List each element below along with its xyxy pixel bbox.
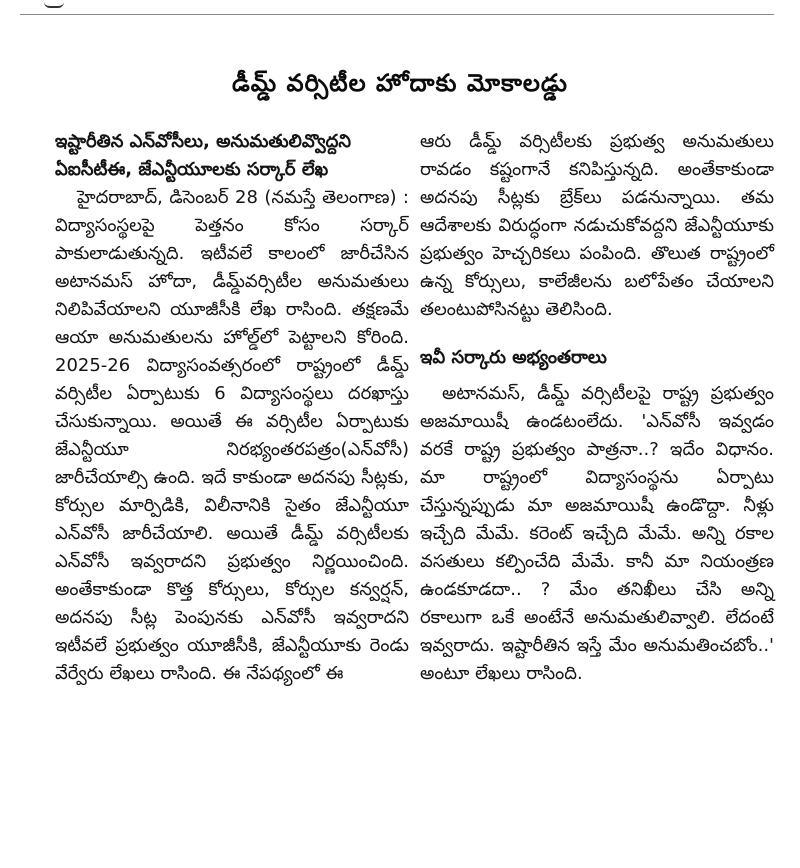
right-column bbox=[420, 128, 774, 688]
subheading-line1: ఇష్టారీతిన ఎన్‌వోసీలు, అనుమతులివ్వొద్దని bbox=[55, 131, 351, 152]
article-body-left: హైదరాబాద్, డిసెంబర్ 28 (నమస్తే తెలంగాణ) : విద్యాసంస్థలపై పెత్తనం కోసం సర్కార్ పాకులాడుతున్నది. ఇటీవలే కాలంలో జారీచేసిన అటానమస్ హోదా, డీమ్డ్‌వర్సిటీల అనుమతులు నిలిపివేయాలని యూజీసీకి లేఖ రాసింది. తక్షణమే ఆయా అనుమతులను హోల్డ్‌లో పెట్టాలని కోరింది. 2025-26 విద్యాసంవత్సరంలో రాష్ట్రంలో డీమ్డ్ వర్సిటీల ఏర్పాటుకు 6 విద్యాసంస్థలు దరఖాస్తు చేసుకున్నాయి. అయితే ఈ వర్సిటీల ఏర్పాటుకు జేఎన్టీయూ నిరభ్యంతరపత్రం(ఎన్‌వోసీ) జారీచేయాల్సి ఉంది. ఇదే కాకుండా అదనపు సీట్లకు, కోర్సుల మార్పిడికి, విలీనానికి సైతం జేఎన్టీయూ ఎన్‌వోసీ జారీచేయాలి. అయితే డీమ్డ్ వర్సిటీలకు ఎన్‌వోసీ ఇవ్వరాదని ప్రభుత్వం నిర్ణయించింది. అంతేకాకుండా కొత్త కోర్సులు, కోర్సుల కన్వర్షన్, అదనపు సీట్ల పెంపునకు ఎన్‌వోసీ ఇవ్వరాదని ఇటీవలే ప్రభుత్వం యూజీసీకి, జేఎన్టీయూకు రెండు వేర్వేరు లేఖలు రాసింది. ఈ నేపథ్యంలో ఈ bbox=[55, 187, 409, 684]
section-heading: ఇవీ సర్కారు అభ్యంతరాలు bbox=[420, 347, 607, 368]
headline: డీమ్డ్ వర్సిటీల హోదాకు మోకాలడ్డు bbox=[232, 69, 568, 98]
corner-mark bbox=[44, 0, 64, 8]
article-body-section: అటానమస్, డీమ్డ్ వర్సిటీలపై రాష్ట్ర ప్రభుత్వం అజమాయిషీ ఉండటంలేదు. 'ఎన్‌వోసీ ఇవ్వడం వరకే రాష్ట్ర ప్రభుత్వం పాత్రనా..? ఇదేం విధానం. మా రాష్ట్రంలో విద్యాసంస్థను ఏర్పాటు చేస్తున్నప్పుడు మా అజమాయిషీ ఉండొద్దా. నీళ్లు ఇచ్చేది మేమే. కరెంట్ ఇచ్చేది మేమే. అన్ని రకాల వసతులు కల్పించేది మేమే. కానీ మా నియంత్రణ ఉండకూడదా.. ? మేం తనిఖీలు చేసి అన్ని రకాలుగా ఒకే అంటేనే అనుమతులివ్వాలి. లేదంటే ఇవ్వరాదు. ఇష్టారీతిన ఇస్తే మేం అనుమతించబోం..' అంటూ లేఖలు రాసింది. bbox=[420, 383, 774, 684]
top-rule bbox=[20, 14, 774, 15]
left-column bbox=[55, 128, 409, 688]
article-body-continued: ఆరు డీమ్డ్ వర్సిటీలకు ప్రభుత్వ అనుమతులు రావడం కష్టంగానే కనిపిస్తున్నది. అంతేకాకుండా అదనపు సీట్లకు బ్రేక్‌లు పడనున్నాయి. తమ ఆదేశాలకు విరుద్ధంగా నడుచుకోవద్దని జేఎన్టీయూకు ప్రభుత్వం హెచ్చరికలు పంపింది. తొలుత రాష్ట్రంలో ఉన్న కోర్సులు, కాలేజీలను బలోపేతం చేయాలని తలంటుపోసినట్టు తెలిసింది. bbox=[420, 131, 774, 320]
subheading-line2: ఏఐసీటీఈ, జేఎన్టీయూలకు సర్కార్ లేఖ bbox=[55, 159, 329, 180]
